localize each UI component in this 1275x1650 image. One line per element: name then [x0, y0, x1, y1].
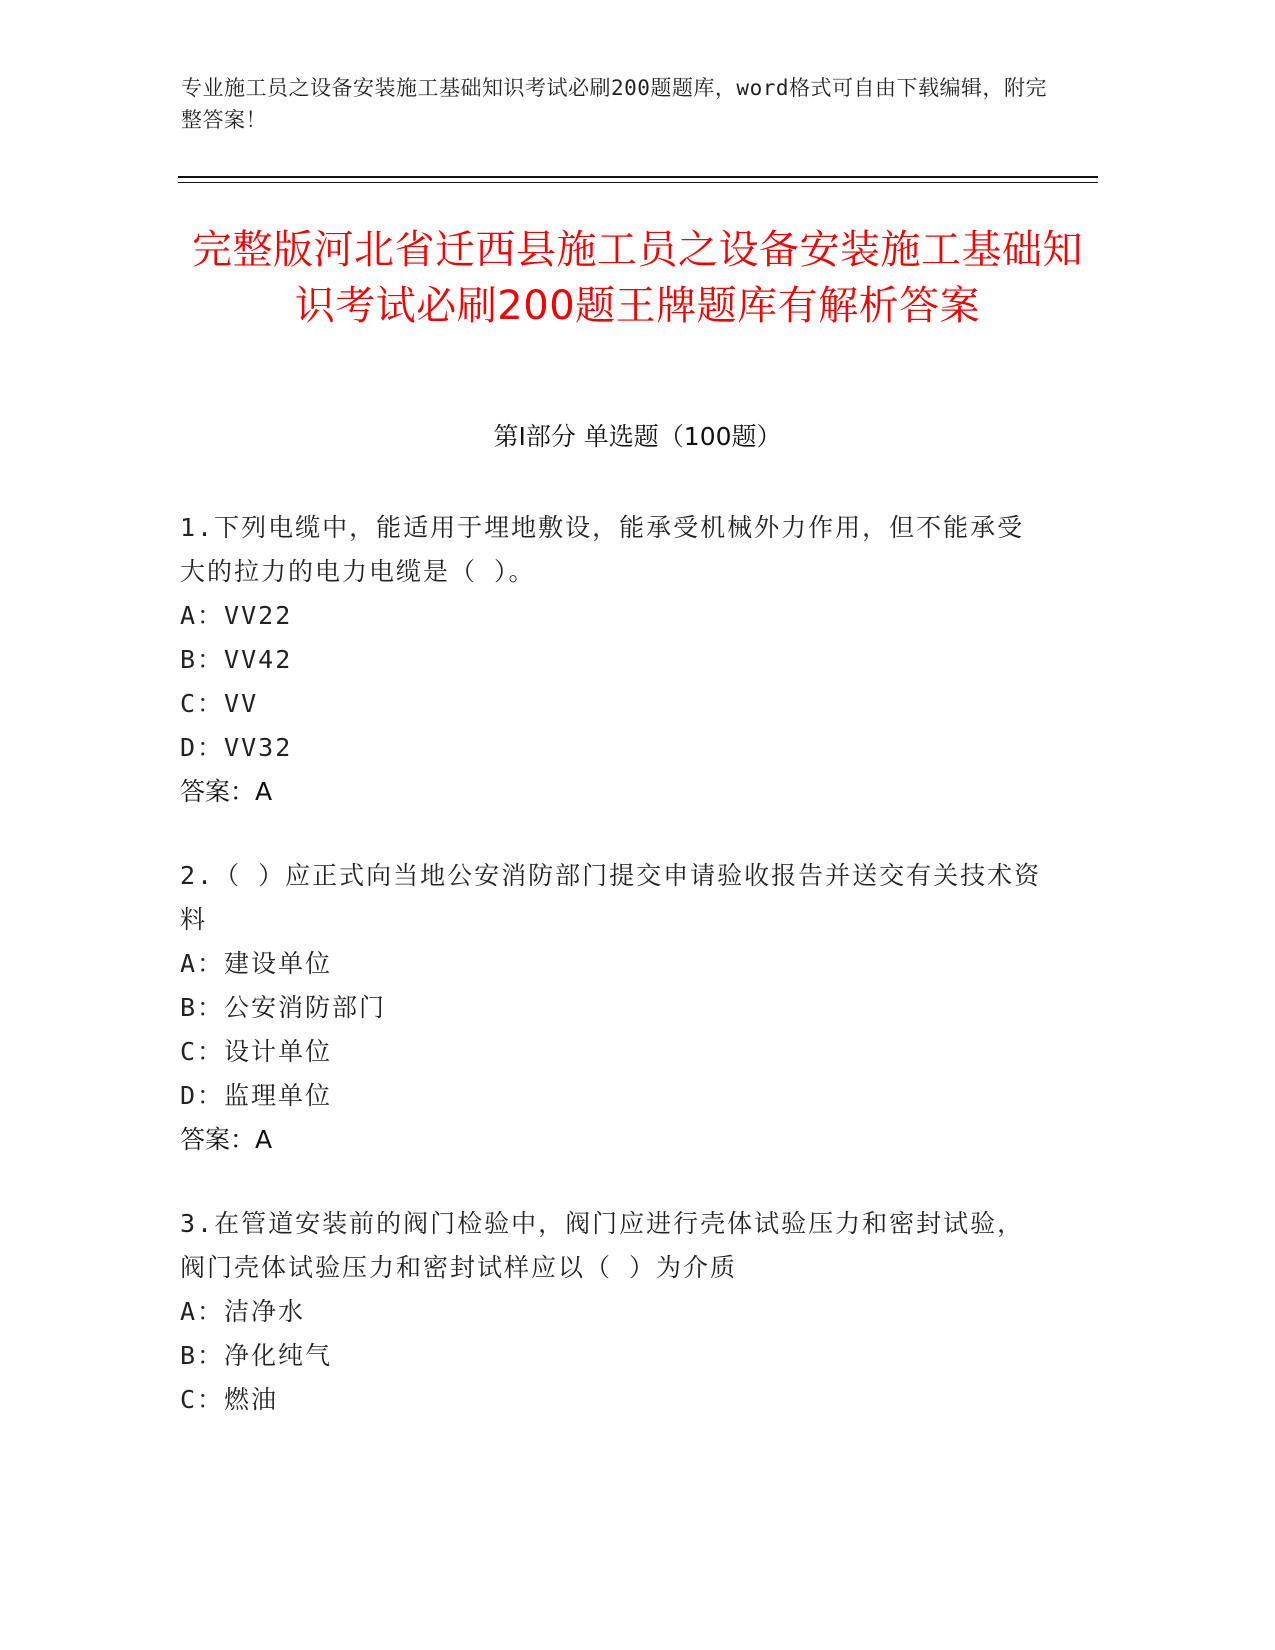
option-a: A：VV22 [180, 601, 293, 630]
option-c: C：设计单位 [180, 1037, 333, 1066]
section-title: 第Ⅰ部分 单选题（100题） [493, 422, 782, 451]
question-spacer [180, 1162, 1050, 1202]
option-b: B：净化纯气 [180, 1341, 333, 1370]
question-text: 3.在管道安装前的阀门检验中，阀门应进行壳体试验压力和密封试验，阀门壳体试验压力和密封试样应以（ ）为介质 [180, 1209, 1025, 1282]
answer: 答案：A [180, 777, 273, 806]
question-list [180, 506, 1050, 1422]
question-2 [180, 854, 1050, 1162]
question-text: 2.（ ）应正式向当地公安消防部门提交申请验收报告并送交有关技术资料 [180, 861, 1042, 934]
document-title: 完整版河北省迁西县施工员之设备安装施工基础知识考试必刷200题王牌题库有解析答案 [192, 227, 1083, 329]
question-text: 1.下列电缆中，能适用于埋地敷设，能承受机械外力作用，但不能承受大的拉力的电力电缆是（ ）。 [180, 513, 1025, 586]
header-divider-thin [178, 182, 1098, 183]
option-d: D：VV32 [180, 733, 293, 762]
option-c: C：燃油 [180, 1385, 279, 1414]
option-d: D：监理单位 [180, 1081, 333, 1110]
header-divider-thick [178, 176, 1098, 178]
question-spacer [180, 814, 1050, 854]
answer: 答案：A [180, 1125, 273, 1154]
option-a: A：建设单位 [180, 949, 333, 978]
option-c: C：VV [180, 689, 259, 718]
question-3 [180, 1202, 1050, 1422]
option-b: B：VV42 [180, 645, 293, 674]
question-1 [180, 506, 1050, 814]
option-b: B：公安消防部门 [180, 993, 387, 1022]
header-note: 专业施工员之设备安装施工基础知识考试必刷200题题库，word格式可自由下载编辑，附完整答案！ [181, 76, 1047, 132]
option-a: A：洁净水 [180, 1297, 306, 1326]
